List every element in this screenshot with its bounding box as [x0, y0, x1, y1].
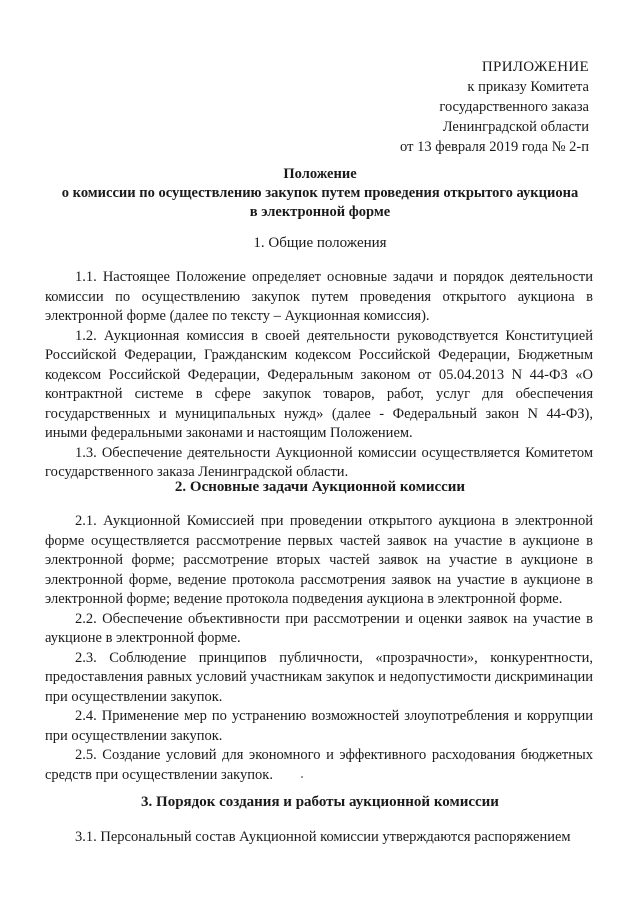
- section2-heading: 2. Основные задачи Аукционной комиссии: [174, 479, 466, 495]
- paragraph: 1.1. Настоящее Положение определяет основные задачи и порядок деятельности комиссии по осуществлению закупок путем проведения открытого аукциона в электронной форме (далее по тексту – Аукционная комиссия).: [45, 269, 593, 324]
- document-title: [30, 165, 610, 222]
- scan-speck: [301, 776, 303, 778]
- appendix-title: ПРИЛОЖЕНИЕ: [481, 59, 589, 75]
- paragraph: 3.1. Персональный состав Аукционной комиссии утверждаются распоряжением: [75, 829, 571, 845]
- document-title-line: в электронной форме: [249, 204, 391, 220]
- section3-body: [45, 828, 593, 848]
- document-title-line: Положение: [283, 166, 357, 182]
- appendix-line: от 13 февраля 2019 года № 2-п: [400, 139, 589, 155]
- section3-heading: 3. Порядок создания и работы аукционной комиссии: [141, 794, 499, 810]
- section2-body: [45, 512, 593, 785]
- paragraph: 2.1. Аукционной Комиссией при проведении открытого аукциона в электронной форме осуществляется рассмотрение первых частей заявок на участие в аукционе в электронной форме; рассмотрение вторых частей заявок на участие в аукционе в электронной форме, ведение протокола рассмотрения заявок на участие в аукционе в электронной форме; ведение протокола подведения аукциона в электронной форме.: [45, 513, 593, 607]
- paragraph: 2.5. Создание условий для экономного и эффективного расходования бюджетных средств при осуществлении закупок.: [45, 747, 593, 783]
- appendix-line: Ленинградской области: [442, 119, 589, 135]
- appendix-block: [400, 57, 589, 157]
- section1-body: [45, 268, 593, 483]
- paragraph: 1.2. Аукционная комиссия в своей деятельности руководствуется Конституцией Российской Федерации, Гражданским кодексом Российской Федерации, Бюджетным кодексом Российской Федерации, Федеральным законом от 05.04.2013 N 44-ФЗ «О контрактной системе в сфере закупок товаров, работ, услуг для обеспечения государственных и муниципальных нужд» (далее - Федеральный закон N 44-ФЗ), иными федеральными законами и настоящим Положением.: [45, 327, 593, 441]
- document-title-line: о комиссии по осуществлению закупок путем проведения открытого аукциона: [61, 185, 579, 201]
- paragraph: 2.2. Обеспечение объективности при рассмотрении и оценки заявок на участие в аукционе в электронной форме.: [45, 610, 593, 646]
- paragraph: 2.4. Применение мер по устранению возможностей злоупотребления и коррупции при осуществлении закупок.: [45, 708, 593, 744]
- appendix-line: государственного заказа: [439, 99, 589, 115]
- paragraph: 1.3. Обеспечение деятельности Аукционной комиссии осуществляется Комитетом государственного заказа Ленинградской области.: [45, 444, 593, 480]
- paragraph: 2.3. Соблюдение принципов публичности, «прозрачности», конкурентности, предоставления равных условий участникам закупок и недопустимости дискриминации при осуществлении закупок.: [45, 649, 593, 705]
- appendix-line: к приказу Комитета: [467, 79, 589, 95]
- section1-heading: 1. Общие положения: [253, 235, 387, 251]
